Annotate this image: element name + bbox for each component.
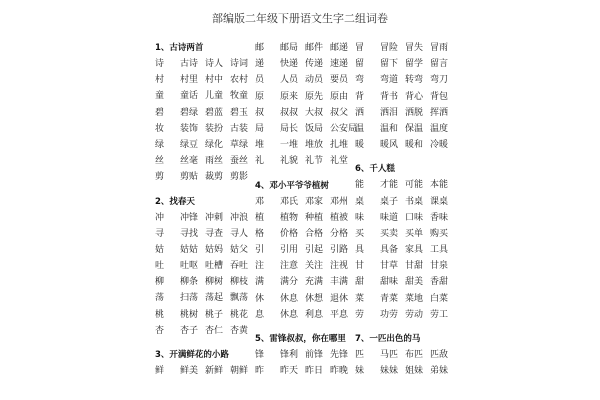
word: 扎堆	[330, 140, 349, 151]
word-row	[355, 347, 515, 363]
word: 碧玉	[230, 107, 249, 118]
word: 功劳	[380, 309, 399, 320]
word: 满分	[280, 277, 299, 288]
word: 吐槽	[205, 261, 224, 272]
word: 洒泪	[380, 107, 399, 118]
page-title: 部编版二年级下册语文生字二组词卷	[212, 12, 388, 25]
word: 儿童	[205, 91, 224, 102]
word-row	[355, 258, 515, 274]
word: 休想	[305, 293, 324, 304]
character: 姑	[155, 244, 165, 255]
word: 工具	[430, 245, 449, 256]
character: 桃	[155, 309, 165, 320]
word: 平息	[330, 309, 349, 320]
word: 邓州	[330, 196, 349, 207]
word: 青菜	[380, 293, 399, 304]
character: 碧	[155, 107, 165, 118]
word: 引起	[305, 245, 324, 256]
word: 速递	[330, 59, 349, 70]
word: 菜地	[405, 293, 424, 304]
character: 荡	[155, 293, 165, 304]
word: 才能	[380, 180, 399, 191]
character: 买	[355, 228, 365, 239]
word: 冲锋	[180, 212, 199, 223]
word: 鲜美	[180, 366, 199, 376]
word-row	[355, 194, 515, 210]
character: 鲜	[155, 366, 165, 376]
word: 可能	[405, 180, 424, 191]
character: 堆	[255, 140, 265, 151]
character: 具	[355, 245, 365, 256]
word-row	[355, 121, 515, 137]
word: 姑父	[230, 244, 249, 255]
character: 甘	[355, 261, 365, 272]
word: 童话	[180, 91, 199, 102]
word: 留言	[430, 59, 449, 70]
word-row	[355, 363, 515, 379]
word-row	[355, 274, 515, 290]
word: 雨丝	[205, 156, 224, 167]
word: 快递	[280, 59, 299, 70]
character: 吐	[155, 261, 165, 272]
word: 合格	[305, 228, 324, 239]
word: 引用	[280, 245, 299, 256]
lesson-heading: 6、千人糕	[355, 164, 395, 175]
character: 杏	[155, 325, 165, 336]
word-row	[355, 307, 515, 323]
word: 邮件	[305, 43, 324, 53]
word: 先锋	[330, 350, 349, 360]
word: 要员	[330, 75, 349, 86]
word: 味道	[380, 212, 399, 223]
word: 邮局	[280, 43, 299, 53]
word: 桃花	[230, 309, 249, 320]
word: 劳动	[405, 309, 424, 320]
word: 洒脱	[405, 107, 424, 118]
lesson-block	[355, 161, 515, 323]
word: 植被	[330, 212, 349, 223]
word: 冒雨	[430, 43, 449, 53]
word: 姐妹	[405, 366, 424, 377]
word: 价格	[280, 228, 299, 239]
word: 买卖	[380, 228, 399, 239]
word: 注视	[330, 261, 349, 272]
word: 蚕丝	[230, 156, 249, 167]
word: 邓家	[305, 196, 324, 207]
word: 桌子	[380, 196, 399, 207]
word: 温和	[380, 123, 399, 134]
word-row	[355, 242, 515, 258]
word: 本能	[430, 180, 449, 191]
character: 格	[255, 228, 265, 239]
character: 邮	[255, 43, 265, 53]
word: 柳树	[205, 277, 224, 288]
lesson-heading: 4、邓小平爷爷植树	[255, 180, 329, 191]
word: 礼貌	[280, 156, 299, 167]
word: 叔父	[330, 107, 349, 118]
word: 弯道	[380, 75, 399, 86]
word: 农村	[230, 75, 249, 86]
word: 注意	[280, 261, 299, 272]
word: 原先	[305, 91, 324, 102]
word: 丰满	[330, 277, 349, 288]
word: 甘草	[380, 261, 399, 272]
character: 妆	[155, 123, 165, 134]
word: 丝毫	[180, 156, 199, 167]
word: 休息	[280, 293, 299, 304]
word: 人员	[280, 75, 299, 86]
word: 购买	[430, 228, 449, 239]
word: 邮递	[330, 43, 349, 53]
word: 白菜	[430, 293, 449, 304]
lesson-heading: 5、雷锋叔叔，你在哪里	[255, 334, 346, 344]
word: 留下	[380, 59, 399, 70]
character: 冲	[155, 212, 165, 223]
lesson-heading: 7、一匹出色的马	[355, 334, 421, 344]
word: 绿化	[205, 139, 224, 150]
word-row	[355, 89, 515, 105]
character: 留	[355, 59, 365, 70]
character: 背	[355, 91, 365, 102]
word: 大叔	[305, 107, 324, 118]
column-3	[355, 40, 515, 379]
word: 荡起	[205, 293, 224, 304]
character: 温	[355, 123, 365, 134]
character: 桌	[355, 196, 365, 207]
character: 匹	[355, 350, 365, 360]
word: 利息	[305, 309, 324, 320]
word-row	[355, 177, 515, 193]
character: 味	[355, 212, 365, 223]
word: 暖风	[380, 140, 399, 151]
word: 草绿	[230, 139, 249, 150]
word: 原来	[280, 91, 299, 102]
word: 寻找	[180, 228, 199, 239]
word: 充满	[305, 277, 324, 288]
word: 原由	[330, 91, 349, 102]
block-spacer	[355, 153, 515, 161]
word: 甘甜	[405, 261, 424, 272]
word: 锋利	[280, 350, 299, 360]
word: 买单	[405, 228, 424, 239]
word: 书桌	[405, 196, 424, 207]
word: 一堆	[280, 140, 299, 151]
word-row	[355, 56, 515, 72]
word: 杏仁	[205, 325, 224, 336]
character: 暖	[355, 140, 365, 151]
character: 原	[255, 91, 265, 102]
word: 分格	[330, 228, 349, 239]
word: 剪影	[230, 172, 249, 183]
word: 古装	[230, 123, 249, 134]
word: 转弯	[405, 75, 424, 86]
word: 背心	[405, 91, 424, 102]
word-row	[355, 40, 515, 56]
word: 杏子	[180, 325, 199, 336]
word: 吐呕	[180, 261, 199, 272]
character: 洒	[355, 107, 365, 118]
word: 妹妹	[380, 366, 399, 377]
word: 冲浪	[230, 212, 249, 223]
word: 背包	[430, 91, 449, 102]
word: 植物	[280, 212, 299, 223]
word: 寻人	[230, 228, 249, 239]
character: 昨	[255, 366, 265, 377]
word: 柳枝	[230, 277, 249, 288]
word-row	[355, 105, 515, 121]
word: 马匹	[380, 350, 399, 360]
word: 装扮	[205, 123, 224, 134]
word: 飘荡	[230, 293, 249, 304]
character: 满	[255, 277, 265, 288]
word: 冒失	[405, 43, 424, 53]
word: 香味	[430, 212, 449, 223]
character: 引	[255, 245, 265, 256]
word: 香甜	[430, 277, 449, 288]
word: 桃子	[205, 309, 224, 320]
word: 礼堂	[330, 156, 349, 167]
character: 寻	[155, 228, 165, 239]
word: 古诗	[180, 59, 199, 69]
word: 布匹	[405, 350, 424, 360]
character: 绿	[155, 139, 165, 150]
word: 村里	[180, 75, 199, 86]
word: 叔叔	[280, 107, 299, 118]
word: 姑妈	[205, 244, 224, 255]
character: 甜	[355, 277, 365, 288]
word: 动员	[305, 75, 324, 86]
word: 桃树	[180, 309, 199, 320]
word: 装饰	[180, 123, 199, 134]
character: 员	[255, 75, 265, 86]
word: 弯刀	[430, 75, 449, 86]
word-row	[355, 291, 515, 307]
word: 弟妹	[430, 366, 449, 377]
character: 冒	[355, 43, 365, 53]
word-row	[355, 72, 515, 88]
word: 匹敌	[430, 350, 449, 360]
character: 注	[255, 261, 265, 272]
word: 昨天	[280, 366, 299, 377]
word: 裁剪	[205, 172, 224, 183]
word: 碧绿	[180, 107, 199, 118]
word: 扫荡	[180, 293, 199, 304]
word: 甘泉	[430, 261, 449, 272]
word: 诗人	[205, 59, 224, 69]
character: 叔	[255, 107, 265, 118]
character: 童	[155, 91, 165, 102]
word: 甜味	[380, 277, 399, 288]
character: 劳	[355, 309, 365, 320]
word: 昨日	[305, 366, 324, 377]
character: 锋	[255, 350, 265, 360]
word: 传递	[305, 59, 324, 70]
word: 朝鲜	[230, 366, 249, 376]
character: 妹	[355, 366, 365, 377]
character: 柳	[155, 277, 165, 288]
word: 杏黄	[230, 325, 249, 336]
lesson-heading: 2、找春天	[155, 196, 195, 207]
word: 邓氏	[280, 196, 299, 207]
word: 种植	[305, 212, 324, 223]
word: 口味	[405, 212, 424, 223]
word: 绿豆	[180, 139, 199, 150]
character: 弯	[355, 75, 365, 86]
block-spacer	[355, 323, 515, 331]
word: 冒险	[380, 43, 399, 53]
word: 局长	[280, 123, 299, 134]
character: 剪	[155, 172, 165, 183]
character: 礼	[255, 156, 265, 167]
word: 背书	[380, 91, 399, 102]
character: 诗	[155, 59, 165, 69]
word: 村中	[205, 75, 224, 86]
word: 新鲜	[205, 366, 224, 376]
lesson-heading: 1、古诗两首	[155, 43, 204, 53]
lesson-heading: 3、开满鲜花的小路	[155, 350, 229, 360]
word: 碧蓝	[205, 107, 224, 118]
character: 丝	[155, 156, 165, 167]
word: 昨晚	[330, 366, 349, 377]
word: 饭局	[305, 123, 324, 134]
word: 留学	[405, 59, 424, 70]
character: 局	[255, 123, 265, 134]
word: 具备	[380, 245, 399, 256]
word: 吞吐	[230, 261, 249, 272]
word: 寻查	[205, 228, 224, 239]
word: 冷暖	[430, 140, 449, 151]
word: 柳条	[180, 277, 199, 288]
character: 菜	[355, 293, 365, 304]
word: 退休	[330, 293, 349, 304]
word: 引路	[330, 245, 349, 256]
word: 家具	[405, 245, 424, 256]
lesson-block	[355, 40, 515, 153]
word: 姑姑	[180, 244, 199, 255]
word: 冲刺	[205, 212, 224, 223]
word: 劳工	[430, 309, 449, 320]
word: 诗词	[230, 59, 249, 69]
word: 甜美	[405, 277, 424, 288]
character: 村	[155, 75, 165, 86]
word-row	[355, 137, 515, 153]
word: 关注	[305, 261, 324, 272]
word: 剪贴	[180, 172, 199, 183]
character: 息	[255, 309, 265, 320]
word: 挥洒	[430, 107, 449, 118]
character: 能	[355, 180, 365, 191]
lesson-block	[355, 331, 515, 379]
character: 邓	[255, 196, 265, 207]
character: 植	[255, 212, 265, 223]
character: 休	[255, 293, 265, 304]
word: 暖和	[405, 140, 424, 151]
word-row	[355, 210, 515, 226]
word: 牧童	[230, 91, 249, 102]
word-row	[355, 226, 515, 242]
word: 课桌	[430, 196, 449, 207]
word: 堆放	[305, 140, 324, 151]
character: 递	[255, 59, 265, 70]
word: 礼节	[305, 156, 324, 167]
word: 公安局	[330, 123, 358, 134]
word: 前锋	[305, 350, 324, 360]
word: 休息	[280, 309, 299, 320]
word: 温度	[430, 123, 449, 134]
word: 保温	[405, 123, 424, 134]
